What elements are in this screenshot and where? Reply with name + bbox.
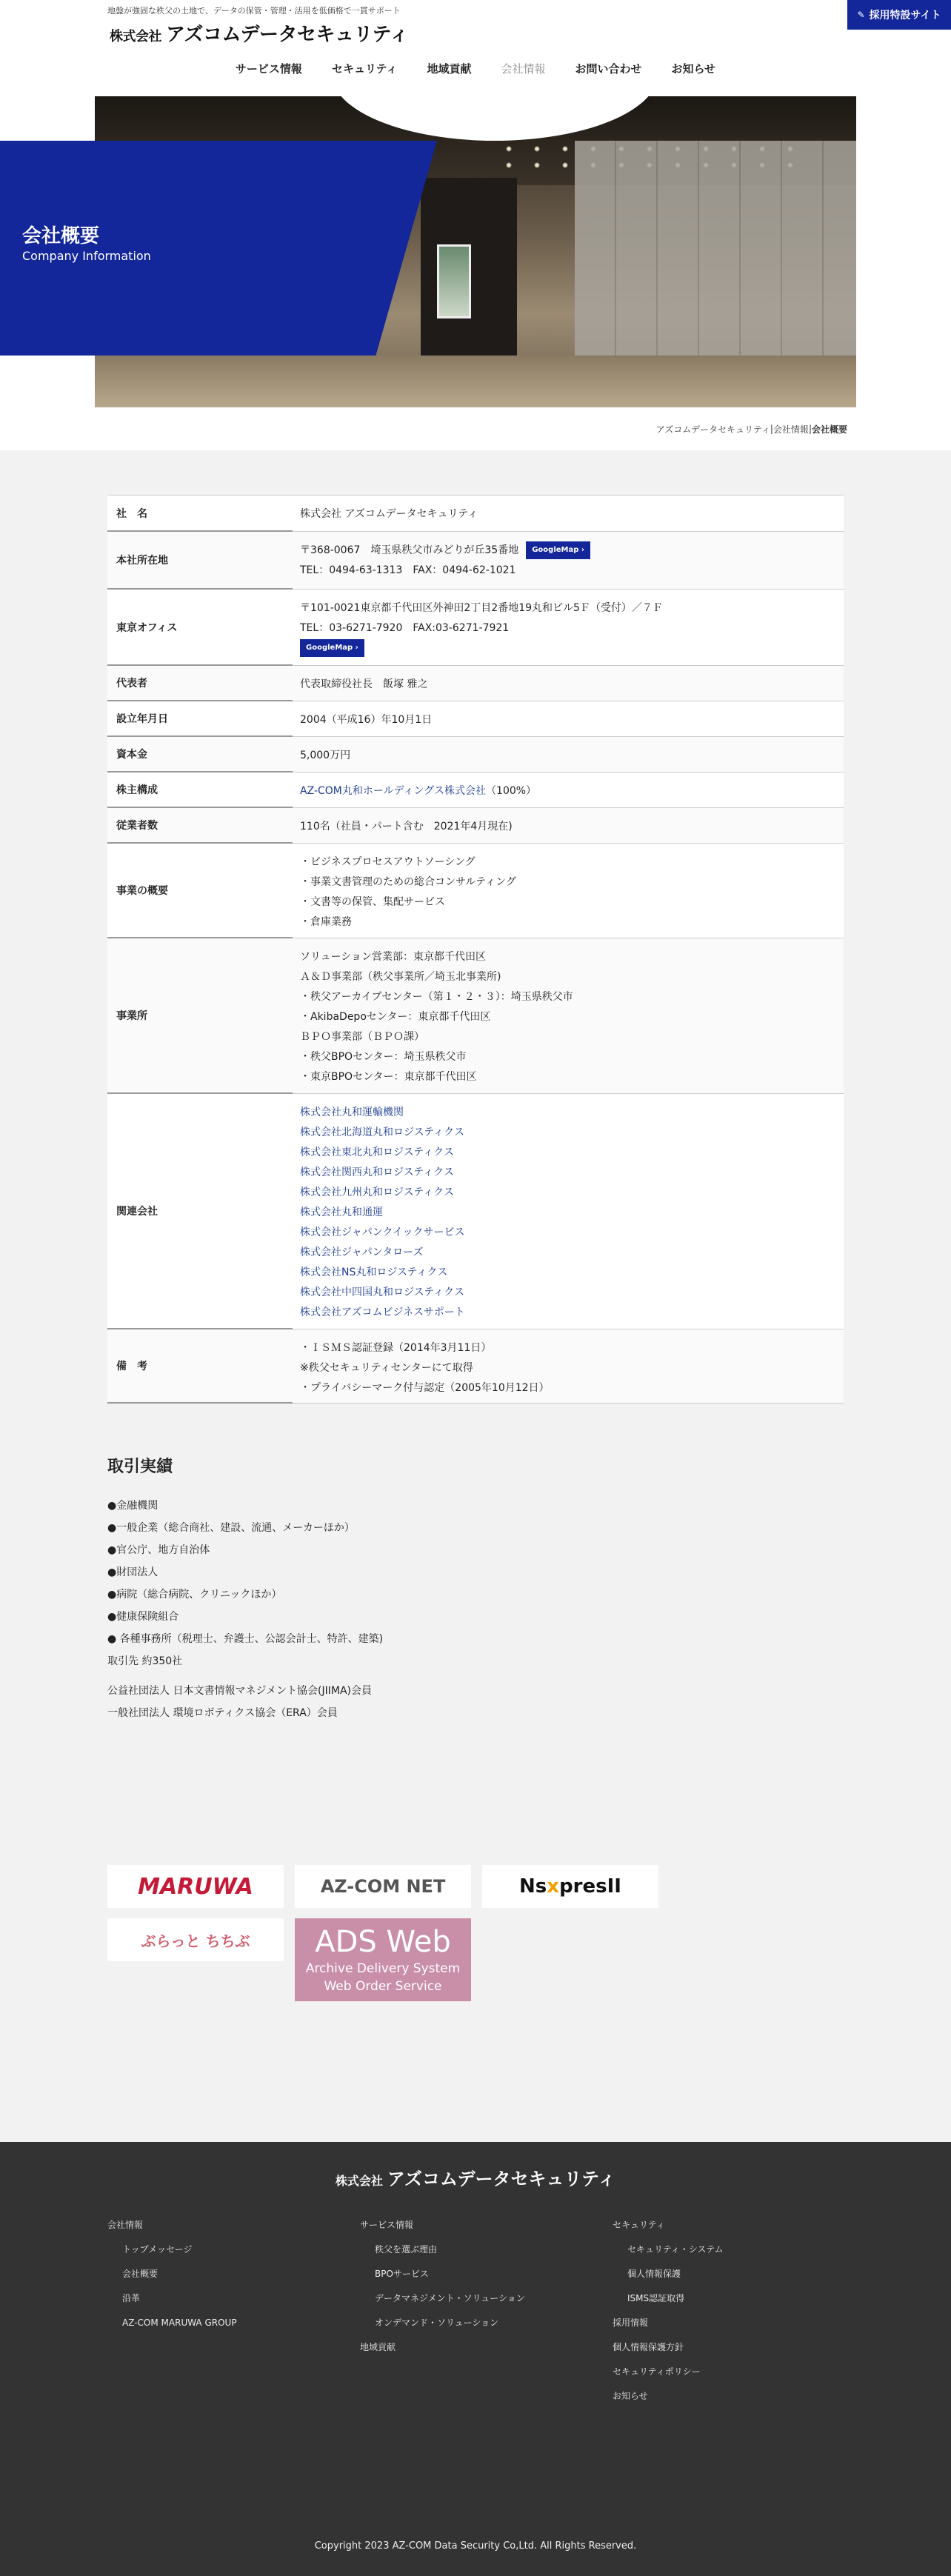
row-label: 東京オフィス (107, 590, 293, 666)
related-company-link[interactable]: 株式会社東北丸和ロジスティクス (300, 1147, 455, 1158)
track-record-title: 取引実績 (107, 1458, 173, 1476)
tokyo-googlemap-button[interactable]: GoogleMap › (300, 639, 364, 657)
footer-link[interactable]: 個人情報保護方針 (613, 2342, 684, 2352)
footer-link[interactable]: オンデマンド・ソリューション (375, 2318, 499, 2328)
holder-link[interactable]: AZ-COM丸和ホールディングス株式会社 (300, 785, 487, 797)
chichibu-logo: ぶらっと ちちぶ (141, 1932, 250, 1950)
hq-googlemap-button[interactable]: GoogleMap › (526, 541, 590, 559)
representative: 代表取締役社長 飯塚 雅之 (293, 666, 844, 701)
table-row (107, 938, 844, 1094)
row-label: 事業所 (107, 938, 293, 1094)
footer-link[interactable]: 会社概要 (122, 2269, 158, 2279)
hq-address: 〒368-0067 埼玉県秩父市みどりが丘35番地 (300, 544, 519, 556)
office-item: ・秩父アーカイブセンター（第１・２・３）：埼玉県秩父市 (300, 991, 573, 1003)
tagline: 地盤が強固な秩父の土地で、データの保管・管理・活用を低価格で一貫サポート (107, 6, 401, 16)
record-item: ●金融機関 (107, 1500, 158, 1512)
table-row (107, 737, 844, 773)
footer-logo-small: 株式会社 (335, 2174, 383, 2188)
row-label: 関連会社 (107, 1094, 293, 1329)
ads-line1: Archive Delivery System (305, 1961, 461, 1976)
footer-link[interactable]: 会社情報 (107, 2220, 144, 2230)
nav-security[interactable]: セキュリティ (331, 62, 398, 76)
hero (0, 96, 951, 407)
footer-link[interactable]: 沿革 (122, 2293, 141, 2303)
table-row (107, 532, 844, 590)
table-row (107, 773, 844, 808)
recruit-label: 採用特設サイト (869, 10, 941, 21)
ads-line2: Web Order Service (324, 1979, 442, 1994)
office-item: ・AkibaDepoセンター：東京都千代田区 (300, 1011, 491, 1023)
related-company-link[interactable]: 株式会社ジャパンクイックサービス (300, 1227, 465, 1238)
table-row (107, 666, 844, 701)
footer-logo[interactable] (0, 2164, 951, 2190)
footer-link[interactable]: セキュリティポリシー (613, 2366, 701, 2377)
footer-link[interactable]: セキュリティ・システム (627, 2244, 724, 2255)
nav-service[interactable]: サービス情報 (235, 62, 302, 76)
footer-col-company (107, 2213, 237, 2335)
row-label: 備 考 (107, 1329, 293, 1404)
breadcrumb-sep: | (770, 424, 773, 434)
table-row (107, 808, 844, 844)
breadcrumb-current: 会社概要 (811, 424, 847, 435)
footer-link[interactable]: 個人情報保護 (627, 2269, 681, 2279)
record-item: ● 各種事務所（税理士、弁護士、公認会計士、特許、建築) (107, 1633, 384, 1645)
nsxpress-banner[interactable] (482, 1865, 658, 1908)
footer-link[interactable]: BPOサービス (375, 2269, 429, 2279)
office-item: ＢＰＯ事業部（ＢＰＯ課） (300, 1031, 424, 1043)
chichibu-banner[interactable] (107, 1918, 284, 1961)
row-label: 代表者 (107, 666, 293, 701)
footer-link[interactable]: トップメッセージ (122, 2244, 193, 2255)
footer-link[interactable]: データマネジメント・ソリューション (375, 2293, 525, 2303)
record-item: 取引先 約350社 (107, 1655, 183, 1667)
breadcrumb-home[interactable]: アズコムデータセキュリティ (655, 424, 770, 435)
business-item: ・ビジネスプロセスアウトソーシング (300, 856, 476, 868)
footer-link[interactable]: AZ-COM MARUWA GROUP (122, 2318, 237, 2328)
nav-contact[interactable]: お問い合わせ (575, 62, 642, 76)
banner-list (107, 1865, 844, 2001)
row-label: 社 名 (107, 495, 293, 532)
business-item: ・事業文書管理のための総合コンサルティング (300, 876, 516, 888)
table-row (107, 1329, 844, 1404)
related-company-link[interactable]: 株式会社丸和通運 (300, 1207, 383, 1218)
track-record (107, 1454, 844, 1724)
row-label: 資本金 (107, 737, 293, 773)
table-row (107, 844, 844, 938)
membership-item: 公益社団法人 日本文書情報マネジメント協会(JIIMA)会員 (107, 1685, 372, 1697)
related-company-link[interactable]: 株式会社関西丸和ロジスティクス (300, 1167, 455, 1178)
office-item: ・東京BPOセンター：東京都千代田区 (300, 1071, 477, 1083)
azcom-logo: AZ-COM NET (320, 1876, 446, 1897)
pen-icon: ✎ (857, 10, 865, 20)
tokyo-tel: TEL：03-6271-7920 FAX:03-6271-7921 (300, 622, 510, 634)
footer-col-security (613, 2213, 724, 2409)
table-row (107, 701, 844, 737)
recruit-site-button[interactable] (847, 0, 951, 30)
nsx-logo-b: x (547, 1875, 560, 1898)
logo-main: アズコムデータセキュリティ (166, 24, 409, 46)
note-item: ・ＩＳＭＳ認証登録（2014年3月11日） (300, 1342, 492, 1354)
nav-community[interactable]: 地域貢献 (427, 62, 472, 76)
hero-panel (0, 141, 437, 356)
site-footer (0, 2142, 951, 2576)
global-nav (0, 61, 951, 76)
row-label: 設立年月日 (107, 701, 293, 737)
logo-small: 株式会社 (110, 29, 161, 44)
office-item: ソリューション営業部：東京都千代田区 (300, 951, 487, 963)
footer-logo-main: アズコムデータセキュリティ (387, 2169, 616, 2189)
nsx-logo-c: presII (559, 1875, 621, 1898)
breadcrumb (0, 407, 951, 450)
maruwa-banner[interactable] (107, 1865, 284, 1908)
related-company-link[interactable]: 株式会社NS丸和ロジスティクス (300, 1267, 448, 1278)
business-item: ・文書等の保管、集配サービス (300, 896, 445, 908)
staff-count: 110名（社員・パート含む 2021年4月現在) (293, 808, 844, 843)
related-company-link[interactable]: 株式会社ジャパンタローズ (300, 1247, 424, 1258)
record-item: ●病院（総合病院、クリニックほか） (107, 1589, 282, 1601)
row-label: 株主構成 (107, 773, 293, 808)
azcom-net-banner[interactable] (295, 1865, 471, 1908)
breadcrumb-parent[interactable]: 会社情報 (773, 424, 809, 435)
page-title: 会社概要 (22, 225, 100, 247)
note-item: ※秩父セキュリティセンターにて取得 (300, 1362, 473, 1374)
related-company-link[interactable]: 株式会社九州丸和ロジスティクス (300, 1187, 455, 1198)
established: 2004（平成16）年10月1日 (300, 714, 433, 726)
page-subtitle: Company Information (22, 249, 151, 263)
footer-link[interactable]: ISMS認証取得 (627, 2293, 685, 2303)
related-company-link[interactable]: 株式会社丸和運輸機関 (300, 1107, 404, 1118)
nsx-logo-a: Ns (519, 1875, 547, 1898)
maruwa-logo: MARUWA (138, 1873, 253, 1900)
company-name: 株式会社 アズコムデータセキュリティ (300, 508, 478, 520)
ads-title: ADS Web (315, 1925, 451, 1959)
row-label: 本社所在地 (107, 532, 293, 590)
row-label: 従業者数 (107, 808, 293, 844)
footer-link[interactable]: お知らせ (613, 2391, 648, 2401)
related-company-link[interactable]: 株式会社アズコムビジネスサポート (300, 1307, 465, 1318)
table-row (107, 1094, 844, 1329)
site-header (0, 0, 951, 96)
note-item: ・プライバシーマーク付与認定（2005年10月12日） (300, 1382, 550, 1394)
copyright: Copyright 2023 AZ-COM Data Security Co,Ltd. All Rights Reserved. (314, 2540, 637, 2552)
record-item: ●官公庁、地方自治体 (107, 1544, 210, 1556)
table-row (107, 590, 844, 666)
business-item: ・倉庫業務 (300, 916, 352, 928)
nav-news[interactable]: お知らせ (671, 62, 716, 76)
related-company-link[interactable]: 株式会社北海道丸和ロジスティクス (300, 1127, 465, 1138)
row-label: 事業の概要 (107, 844, 293, 938)
footer-col-service (360, 2213, 525, 2360)
office-item: ・秩父BPOセンター：埼玉県秩父市 (300, 1051, 467, 1063)
membership-item: 一般社団法人 環境ロボティクス協会（ERA）会員 (107, 1707, 338, 1719)
footer-link[interactable]: セキュリティ (613, 2220, 665, 2230)
breadcrumb-sep: | (808, 424, 812, 434)
capital: 5,000万円 (293, 737, 844, 772)
ads-web-banner[interactable] (295, 1918, 471, 2001)
hq-tel: TEL：0494-63-1313 FAX：0494-62-1021 (300, 564, 516, 576)
nav-company[interactable]: 会社情報 (501, 62, 546, 76)
tokyo-address: 〒101-0021東京都千代田区外神田2丁目2番地19丸和ビル5Ｆ（受付）／７Ｆ (300, 602, 663, 614)
related-company-link[interactable]: 株式会社中四国丸和ロジスティクス (300, 1287, 465, 1298)
company-table (107, 495, 844, 1404)
footer-link[interactable]: 地域貢献 (360, 2342, 396, 2352)
record-item: ●一般企業（総合商社、建設、流通、メーカーほか） (107, 1522, 355, 1534)
office-item: Ａ＆Ｄ事業部（秩父事業所／埼玉北事業所) (300, 971, 501, 983)
record-item: ●財団法人 (107, 1566, 158, 1578)
footer-link[interactable]: 秩父を選ぶ理由 (375, 2244, 438, 2255)
footer-link[interactable]: サービス情報 (360, 2220, 414, 2230)
main-content (0, 450, 951, 2142)
site-logo[interactable] (110, 19, 408, 47)
record-item: ●健康保険組合 (107, 1611, 179, 1623)
table-row (107, 495, 844, 532)
holder-pct: （100%） (486, 785, 537, 797)
footer-link[interactable]: 採用情報 (613, 2318, 649, 2328)
